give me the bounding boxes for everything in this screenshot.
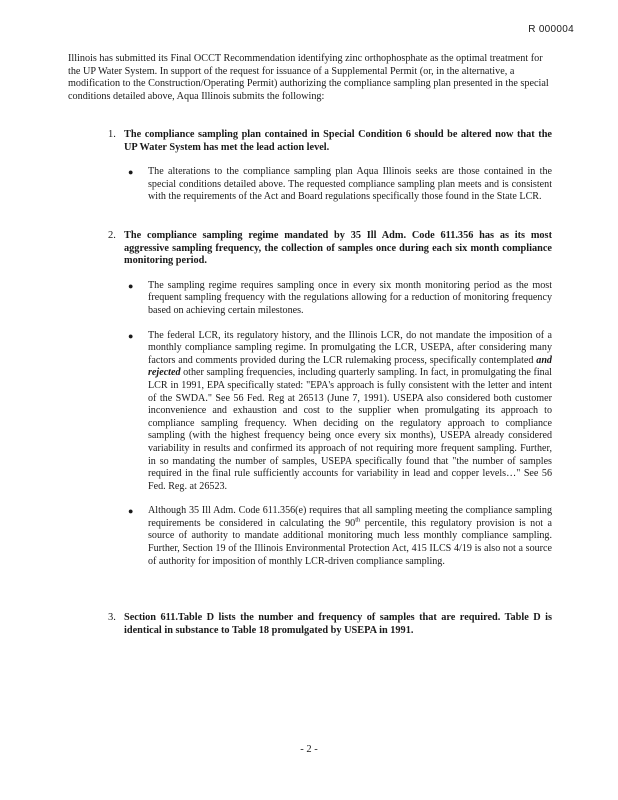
superscript: th xyxy=(355,516,361,524)
bullet-text: The federal LCR, its regulatory history, and the Illinois LCR, do not mandate the imposition of a monthly compliance sampling regime. In promulgating the LCR, USEPA, after considering many factors and comments provided during the LCR rulemaking process, specifically contemplated xyxy=(148,329,552,366)
bullet-icon: ● xyxy=(128,167,134,178)
bullet-paragraph xyxy=(128,329,552,494)
item-title: The compliance sampling regime mandated by 35 Ill Adm. Code 611.356 has as its most aggressive sampling frequency, the collection of samples once during each six month compliance monitoring period. xyxy=(124,230,552,267)
bullet-list xyxy=(68,280,552,568)
document-id: R 000004 xyxy=(528,24,574,35)
intro-paragraph: Illinois has submitted its Final OCCT Recommendation identifying zinc orthophosphate as the optimal treatment for the UP Water System. In support of the request for issuance of a Supplemental Permit (or, in the alternative, a modification to the Construction/Operating Permit) authorizing the compliance sampling plan presented in the special conditions detailed above, Aqua Illinois submits the following: xyxy=(68,53,549,102)
item-number: 2. xyxy=(108,230,116,241)
bullet-icon: ● xyxy=(128,280,134,291)
bullet-list xyxy=(68,166,552,204)
item-number: 3. xyxy=(108,612,116,623)
bullet-text: The alterations to the compliance sampling plan Aqua Illinois seeks are those contained in the special conditions detailed above. The requested compliance sampling plan meets and is consistent with the requirements of the Act and Board regulations specifically those found in the State LCR. xyxy=(148,166,552,203)
numbered-item-3 xyxy=(68,612,552,637)
bullet-paragraph xyxy=(128,505,552,568)
bullet-paragraph xyxy=(128,279,552,318)
item-number: 1. xyxy=(108,129,116,140)
bullet-paragraph xyxy=(128,166,552,204)
page-number: - 2 - xyxy=(300,744,318,755)
emphasis-text: and rejected xyxy=(148,354,552,379)
bullet-text-continued: other sampling frequencies, including quarterly sampling. In fact, in promulgating the final LCR in 1991, EPA specifically stated: "EPA's approach is fully consistent with the letter and intent of the SWDA." See 56 Fed. Reg at 26513 (June 7, 1991). USEPA also considered both customer inconvenience and exhaustion and cost to the supplier when promulgating its approach to compliance sampling frequency. When deciding on the regulatory approach to compliance sampling (with the highest frequency being once every six months), USEPA already considered variability in results and confirmed its approach of not requiring more frequent sampling. Further, in so mandating the number of samples, USEPA specifically found that "the number of samples required in the final rule sufficiently accounts for variability in lead and copper levels…" See 56 Fed. Reg. at 26523. xyxy=(148,367,552,492)
item-title: The compliance sampling plan contained in Special Condition 6 should be altered now that the UP Water System has met the lead action level. xyxy=(124,129,552,153)
bullet-text: Although 35 Ill Adm. Code 611.356(e) requires that all sampling meeting the compliance sampling requirements be considered in calculating the 90 xyxy=(148,505,552,529)
bullet-text: The sampling regime requires sampling once in every six month monitoring period as the most frequent sampling frequency with the regulations allowing for a reduction of monitoring frequency based on achieving certain milestones. xyxy=(148,279,552,316)
bullet-icon: ● xyxy=(128,330,134,341)
bullet-text-continued: percentile, this regulatory provision is not a source of authority to mandate additional monitoring much less monthly compliance sampling. Further, Section 19 of the Illinois Environmental Protection Act, 415 ILCS 4/19 is also not a source of authority for imposition of monthly LCR-driven compliance sampling. xyxy=(148,517,552,567)
item-title: Section 611.Table D lists the number and frequency of samples that are required. Table D is identical in substance to Table 18 promulgated by USEPA in 1991. xyxy=(124,612,552,636)
numbered-item-2 xyxy=(68,230,552,568)
bullet-icon: ● xyxy=(128,506,134,517)
numbered-item-1 xyxy=(68,129,552,204)
